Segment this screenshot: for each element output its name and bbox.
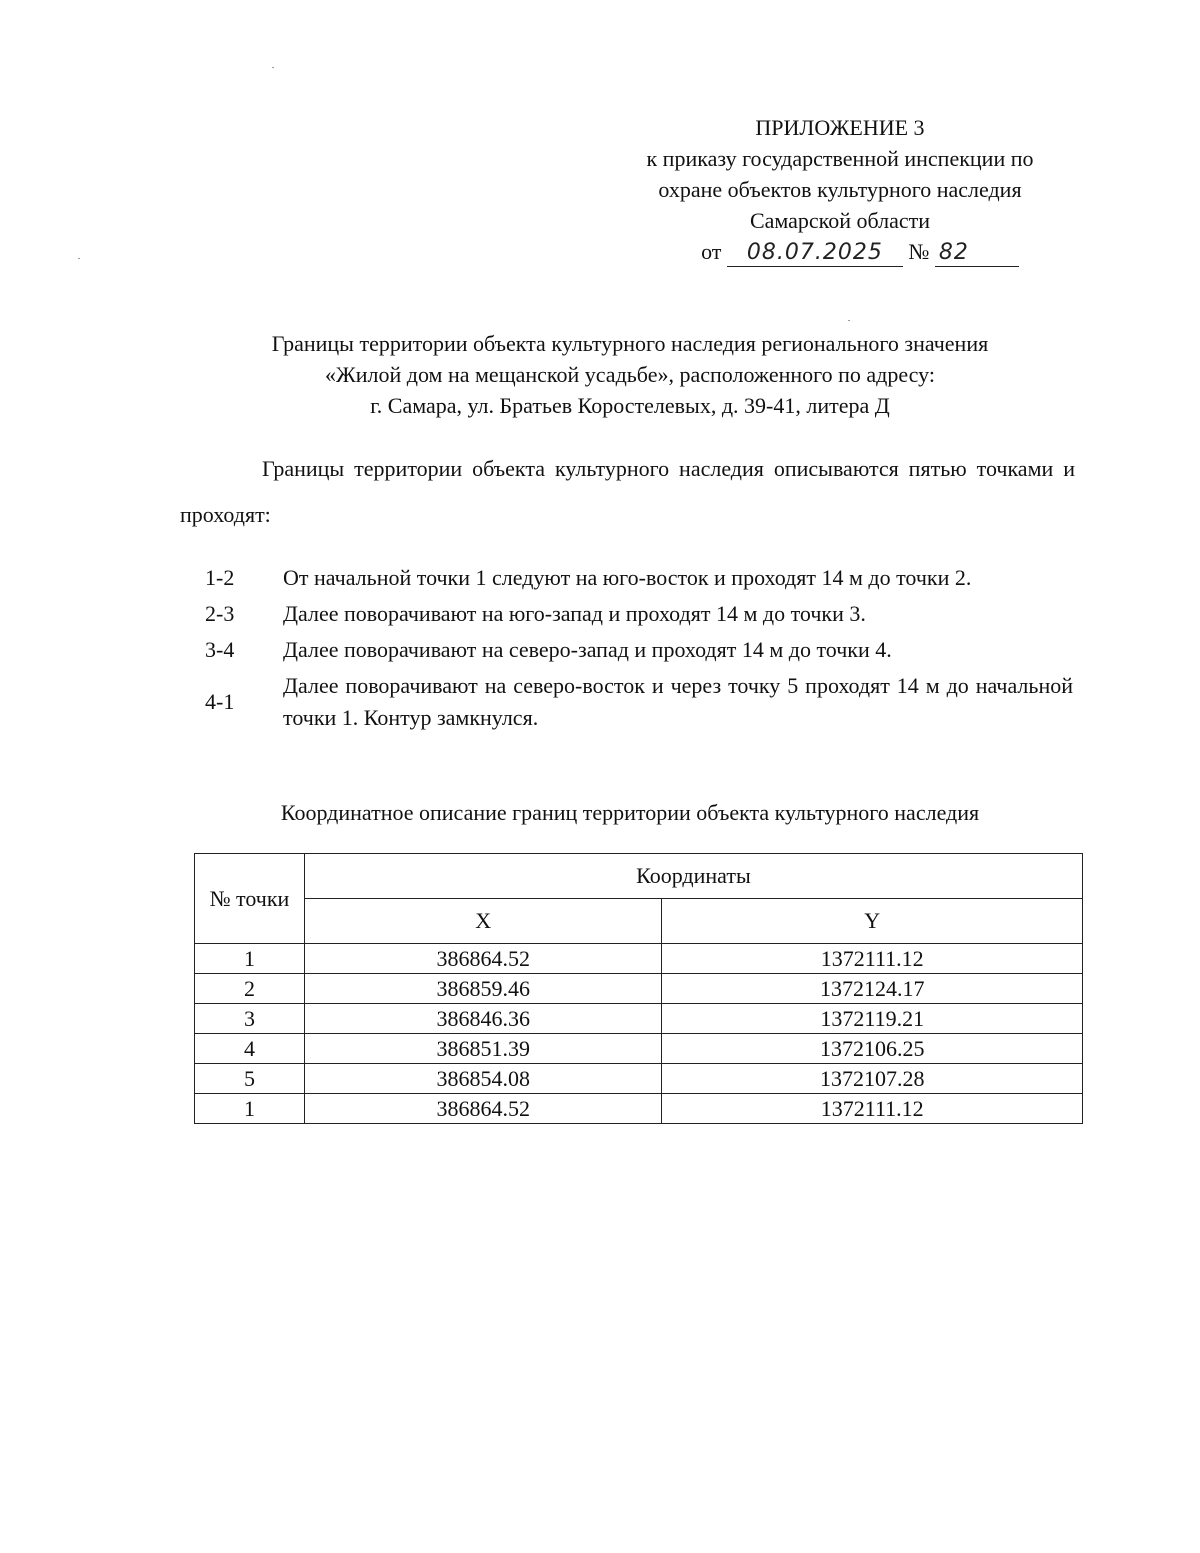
cell-x: 386846.36 [304,1004,662,1034]
table-row [195,1034,1083,1064]
cell-x: 386851.39 [304,1034,662,1064]
segment-code: 1-2 [205,565,235,590]
table-row [195,1094,1083,1124]
appendix-line: охране объектов культурного наследия [658,177,1022,202]
table-row [195,944,1083,974]
segment-code: 4-1 [205,689,235,714]
handwritten-date: 08.07.2025 [727,240,903,267]
appendix-block [600,112,1080,267]
cell-x: 386859.46 [304,974,662,1004]
cell-y: 1372106.25 [662,1034,1083,1064]
header-coordinates: Координаты [304,854,1082,899]
number-prefix: № [908,239,930,264]
cell-y: 1372111.12 [662,1094,1083,1124]
segment-row [193,670,1073,734]
scan-speck [272,67,274,68]
cell-y: 1372119.21 [662,1004,1083,1034]
boundary-segments [193,562,1073,738]
cell-point: 5 [195,1064,305,1094]
intro-paragraph: Границы территории объекта культурного наследия описываются пятью точками и проходят: [180,456,1075,527]
scan-speck [848,320,850,321]
handwritten-number: 82 [935,240,1019,267]
segment-row [193,598,1073,630]
segment-code: 2-3 [205,601,235,626]
cell-point: 4 [195,1034,305,1064]
scan-speck [78,258,80,259]
cell-point: 2 [195,974,305,1004]
cell-y: 1372111.12 [662,944,1083,974]
cell-y: 1372124.17 [662,974,1083,1004]
cell-x: 386864.52 [304,944,662,974]
table-subheader-row [195,899,1083,944]
segment-text: От начальной точки 1 следуют на юго-восток и проходят 14 м до точки 2. [283,565,972,590]
cell-x: 386864.52 [304,1094,662,1124]
appendix-line: к приказу государственной инспекции по [646,146,1034,171]
document-title [130,328,1130,421]
segment-row [193,562,1073,594]
header-point-number: № точки [195,854,305,944]
table-row [195,1064,1083,1094]
order-date-line [620,236,1100,267]
segment-text: Далее поворачивают на северо-запад и проходят 14 м до точки 4. [283,637,892,662]
cell-point: 1 [195,944,305,974]
header-x: X [304,899,662,944]
title-line: г. Самара, ул. Братьев Коростелевых, д. 39-41, литера Д [370,393,890,418]
segment-code: 3-4 [205,637,235,662]
cell-y: 1372107.28 [662,1064,1083,1094]
table-row [195,1004,1083,1034]
cell-x: 386854.08 [304,1064,662,1094]
cell-point: 1 [195,1094,305,1124]
title-line: «Жилой дом на мещанской усадьбе», расположенного по адресу: [325,362,935,387]
table-header-row [195,854,1083,899]
table-caption: Координатное описание границ территории объекта культурного наследия [280,800,980,825]
segment-text: Далее поворачивают на северо-восток и через точку 5 проходят 14 м до начальной точки 1. Контур замкнулся. [283,673,1073,730]
title-line: Границы территории объекта культурного наследия регионального значения [271,331,989,356]
segment-row [193,634,1073,666]
cell-point: 3 [195,1004,305,1034]
appendix-heading: ПРИЛОЖЕНИЕ 3 [755,115,925,140]
table-row [195,974,1083,1004]
date-prefix: от [701,239,722,264]
header-y: Y [662,899,1083,944]
segment-text: Далее поворачивают на юго-запад и проходят 14 м до точки 3. [283,601,866,626]
appendix-line: Самарской области [749,208,931,233]
coordinates-table [194,853,1083,1124]
